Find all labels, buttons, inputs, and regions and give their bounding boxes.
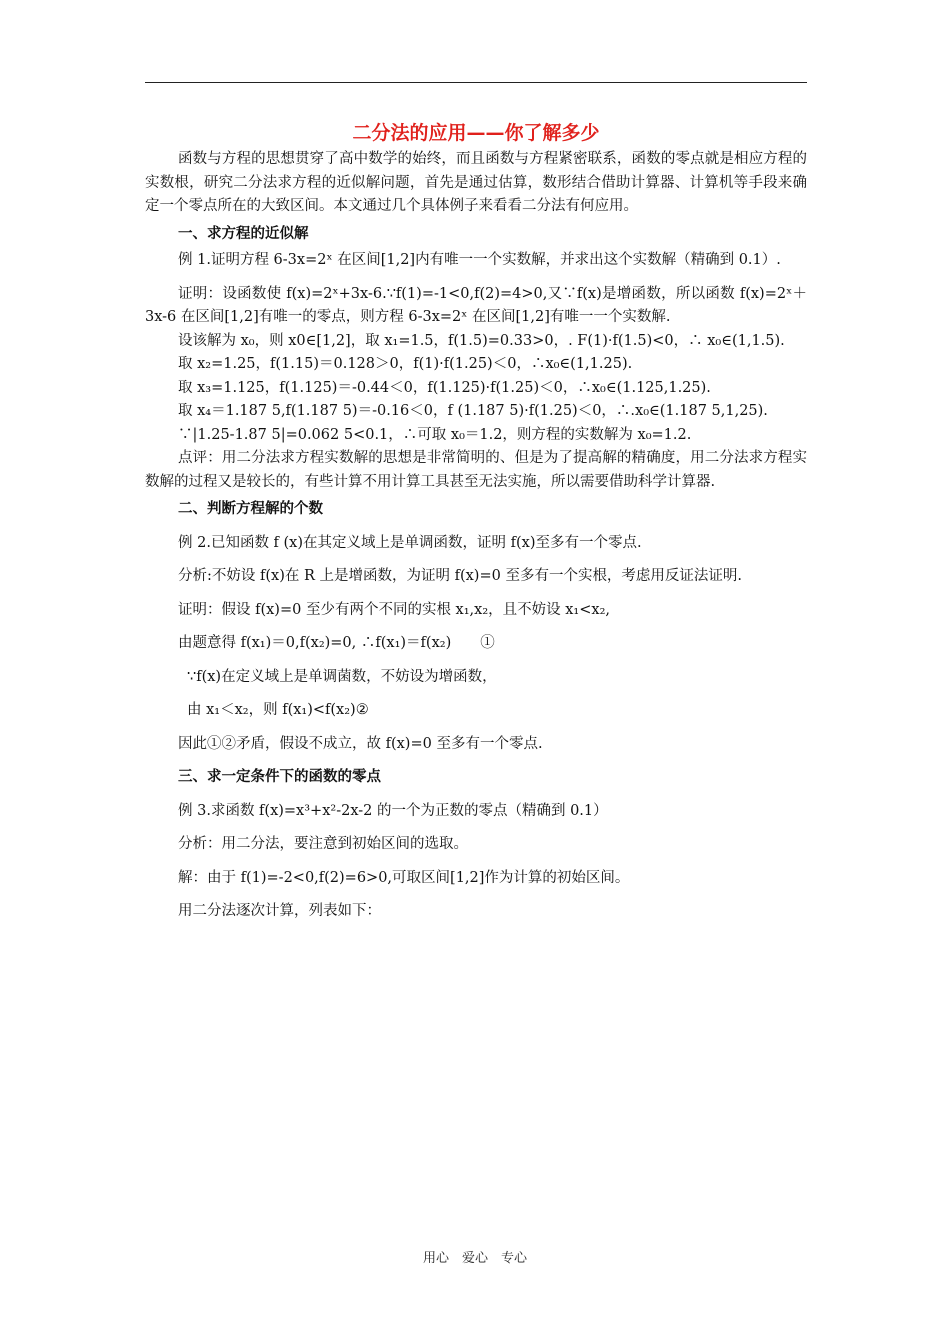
example2-line3: 由 x₁＜x₂，则 f(x₁)<f(x₂)②	[187, 702, 369, 718]
example3: 例 3.求函数 f(x)=x³+x²-2x-2 的一个为正数的零点（精确到 0.1）	[178, 802, 608, 819]
example2-line2: ∵f(x)在定义域上是单调菌数，不妨设为增函数，	[187, 668, 497, 685]
example1-step2: 取 x₃=1.125，f(1.125)＝-0.44＜0，f(1.125)·f(1.25)＜0，∴x₀∈(1.125,1.25).	[178, 379, 711, 396]
example2-proof: 证明：假设 f(x)=0 至少有两个不同的实根 x₁,x₂，且不妨设 x₁<x₂,	[178, 601, 610, 618]
example1-step1: 取 x₂=1.25，f(1.15)＝0.128＞0，f(1)·f(1.25)＜0，∴x₀∈(1,1.25).	[178, 356, 633, 372]
example3-table-intro: 用二分法逐次计算，列表如下：	[178, 903, 381, 919]
example2: 例 2.已知函数 f (x)在其定义域上是单调函数，证明 f(x)至多有一个零点.	[178, 534, 642, 551]
example2-line1: 由题意得 f(x₁)＝0,f(x₂)=0, ∴f(x₁)＝f(x₂) ①	[178, 635, 495, 651]
example1-step3: 取 x₄＝1.187 5,f(1.187 5)＝-0.16＜0，f (1.187 5)·f(1.25)＜0，∴.x₀∈(1.187 5,1,25).	[178, 403, 768, 419]
header-rule	[145, 82, 807, 83]
section3-heading: 三、求一定条件下的函数的零点	[178, 769, 381, 785]
page-title: 二分法的应用——你了解多少	[352, 122, 600, 144]
example1-step4: ∵|1.25-1.87 5|=0.062 5<0.1，∴可取 x₀＝1.2，则方程的实数解为 x₀=1.2.	[178, 426, 692, 443]
document-body	[145, 120, 807, 924]
page-footer: 用心 爱心 专心	[422, 1251, 527, 1266]
section1-heading: 一、求方程的近似解	[178, 225, 309, 242]
example2-analysis: 分析:不妨设 f(x)在 R 上是增函数，为证明 f(x)=0 至多有一个实根，考虑用反证法证明.	[178, 568, 743, 584]
example3-analysis: 分析：用二分法，要注意到初始区间的选取。	[178, 836, 468, 852]
example1-comment: 点评：用二分法求方程实数解的思想是非常简明的、但是为了提高解的精确度，用二分法求方程实数解的过程又是较长的，有些计算不用计算工具甚至无法实施，所以需要借助科学计算器.	[145, 450, 807, 490]
intro-paragraph: 函数与方程的思想贯穿了高中数学的始终，而且函数与方程紧密联系，函数的零点就是相应方程的实数根，研究二分法求方程的近似解问题，首先是通过估算，数形结合借助计算器、计算机等手段来确定一个零点所在的大致区间。本文通过几个具体例子来看看二分法有何应用。	[145, 151, 807, 214]
section2-heading: 二、判断方程解的个数	[178, 501, 323, 517]
example1-proof: 证明：设函数使 f(x)=2ˣ+3x-6.∵f(1)=-1<0,f(2)=4>0,又∵f(x)是增函数，所以函数 f(x)=2ˣ＋3x-6 在区间[1,2]有唯一的零点，则方程 6-3x=2ˣ 在区间[1,2]有唯一一个实数解.	[145, 285, 807, 325]
example3-solution: 解：由于 f(1)=-2<0,f(2)=6>0,可取区间[1,2]作为计算的初始区间。	[178, 869, 630, 886]
example1-step0: 设该解为 x₀，则 x0∈[1,2]，取 x₁=1.5，f(1.5)=0.33>0，. F(1)·f(1.5)<0，∴ x₀∈(1,1.5).	[178, 332, 785, 349]
example1: 例 1.证明方程 6-3x=2ˣ 在区间[1,2]内有唯一一个实数解，并求出这个实数解（精确到 0.1）.	[178, 252, 781, 268]
example2-conclusion: 因此①②矛盾，假设不成立，故 f(x)=0 至多有一个零点.	[178, 735, 543, 752]
